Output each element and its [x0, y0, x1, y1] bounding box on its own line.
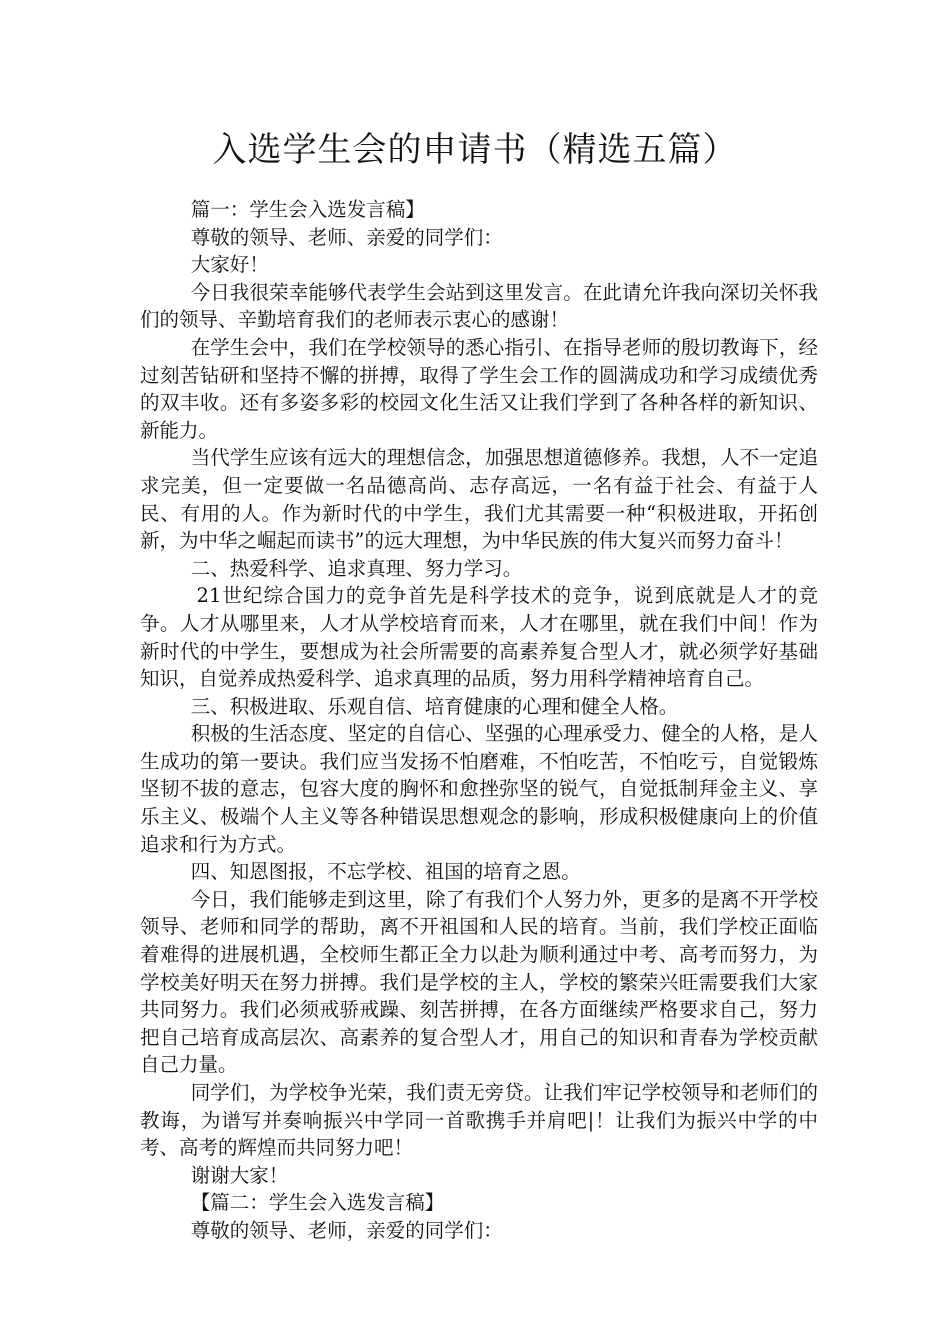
paragraph: 今日，我们能够走到这里，除了有我们个人努力外，更多的是离不开学校领导、老师和同学的帮助，离不开祖国和人民的培育。当前，我们学校正面临着难得的进展机遇，全校师生都正全力以赴为顺利通过中考、高考而努力，为学校美好明天在努力拼搏。我们是学校的主人，学校的繁荣兴旺需要我们大家共同努力。我们必须戒骄戒躁、刻苦拼搏，在各方面继续严格要求自己，努力把自己培育成高层次、高素养的复合型人才，用自己的知识和青春为学校贡献自己力量。 — [140, 887, 818, 1077]
greeting: 大家好！ — [190, 253, 269, 277]
section-heading: 【篇二：学生会入选发言稿】 — [190, 1191, 445, 1215]
document-title: 入选学生会的申请书（精选五篇） — [212, 130, 738, 170]
subheading: 三、积极进取、乐观自信、培育健康的心理和健全人格。 — [190, 694, 679, 718]
subheading: 四、知恩图报，不忘学校、祖国的培育之恩。 — [190, 860, 581, 884]
closing: 谢谢大家！ — [190, 1163, 289, 1187]
subheading: 二、热爱科学、追求真理、努力学习。 — [190, 556, 523, 580]
paragraph: 21世纪综合国力的竞争首先是科学技术的竞争，说到底就是人才的竞争。人才从哪里来，人才从学校培育而来，人才在哪里，就在我们中间！作为新时代的中学生，要想成为社会所需要的高素养复合型人才，就必须学好基础知识，自觉养成热爱科学、追求真理的品质，努力用科学精神培育自己。 — [140, 584, 818, 691]
salutation: 尊敬的领导、老师、亲爱的同学们： — [190, 225, 503, 249]
paragraph: 同学们，为学校争光荣，我们责无旁贷。让我们牢记学校领导和老师们的教诲，为谱写并奏响振兴中学同一首歌携手并肩吧|！让我们为振兴中学的中考、高考的辉煌而共同努力吧！ — [140, 1081, 818, 1160]
document-body — [140, 196, 818, 1245]
paragraph: 当代学生应该有远大的理想信念，加强思想道德修养。我想，人不一定追求完美，但一定要做一名品德高尚、志存高远，一名有益于社会、有益于人民、有用的人。作为新时代的中学生，我们尤其需要一种“积极进取，开拓创新，为中华之崛起而读书”的远大理想，为中华民族的伟大复兴而努力奋斗！ — [140, 446, 818, 553]
paragraph: 今日我很荣幸能够代表学生会站到这里发言。在此请允许我向深切关怀我们的领导、辛勤培育我们的老师表示衷心的感谢！ — [140, 280, 818, 332]
section-heading: 篇一：学生会入选发言稿】 — [190, 198, 425, 221]
paragraph: 积极的生活态度、坚定的自信心、坚强的心理承受力、健全的人格，是人生成功的第一要诀。我们应当发扬不怕磨难，不怕吃苦，不怕吃亏，自觉锻炼坚韧不拔的意志，包容大度的胸怀和愈挫弥坚的锐气，自觉抵制拜金主义、享乐主义、极端个人主义等各种错误思想观念的影响，形成积极健康向上的价值追求和行为方式。 — [140, 722, 818, 856]
salutation: 尊敬的领导、老师，亲爱的同学们： — [190, 1218, 503, 1242]
paragraph: 在学生会中，我们在学校领导的悉心指引、在指导老师的殷切教诲下，经过刻苦钻研和坚持不懈的拼搏，取得了学生会工作的圆满成功和学习成绩优秀的双丰收。还有多姿多彩的校园文化生活又让我们学到了各种各样的新知识、新能力。 — [140, 335, 818, 442]
